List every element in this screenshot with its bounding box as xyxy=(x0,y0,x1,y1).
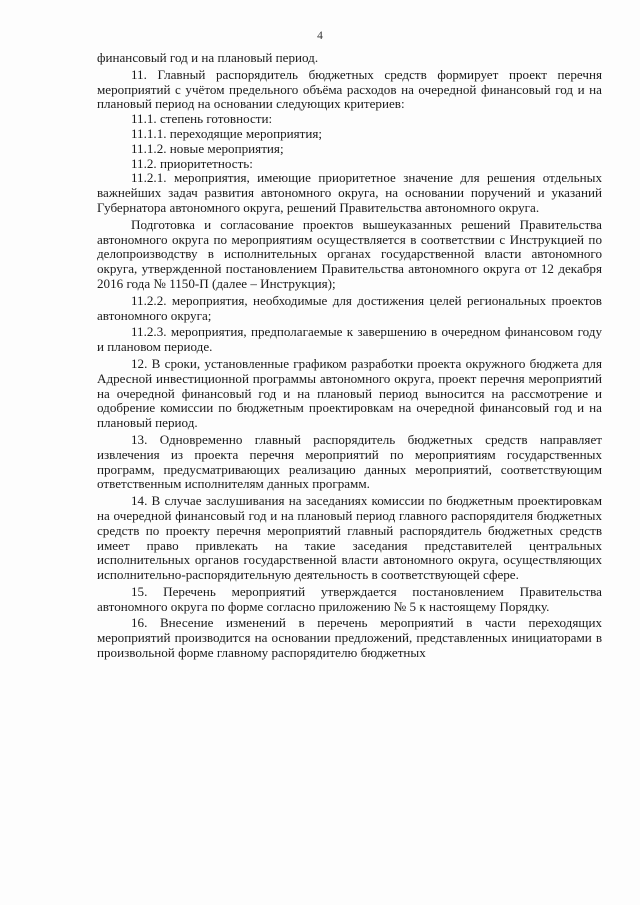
paragraph-13: 13. Одновременно главный распорядитель бюджетных средств направляет извлечения из проекта перечня мероприятий по мероприятиям государственных программ, предусматривающих реализацию данных мероприятий, соответствующим ответственным исполнителям данных программ. xyxy=(97,431,602,492)
paragraph-11: 11. Главный распорядитель бюджетных средств формирует проект перечня мероприятий с учётом предельного объёма расходов на очередной финансовый год и на плановый период на основании следующих критериев: xyxy=(97,66,602,112)
paragraph-11-1: 11.1. степень готовности: xyxy=(131,111,273,127)
paragraph-14: 14. В случае заслушивания на заседаниях комиссии по бюджетным проектировкам на очередной финансовый год и на плановый период главного распорядителя бюджетных средств по проекту перечня мероприятий главный распорядитель бюджетных средств имеет право привлекать на такие заседания представителей центральных исполнительных органов государственной власти автономного округа, осуществляющих исполнительно-распорядительную деятельность в соответствующей сфере. xyxy=(97,493,602,583)
paragraph-11-2: 11.2. приоритетность: xyxy=(131,155,253,171)
paragraph-11-1-2: 11.1.2. новые мероприятия; xyxy=(131,140,284,156)
paragraph-15: 15. Перечень мероприятий утверждается постановлением Правительства автономного округа по форме согласно приложению № 5 к настоящему Порядку. xyxy=(97,583,602,614)
page-number: 4 xyxy=(317,30,323,42)
paragraph-16: 16. Внесение изменений в перечень мероприятий в части переходящих мероприятий производится на основании предложений, представленных инициаторами в произвольной форме главному распорядителю бюджетных xyxy=(97,615,602,661)
paragraph-11-2-1: 11.2.1. мероприятия, имеющие приоритетное значение для решения отдельных важнейших задач развития автономного округа, на основании поручений и указаний Губернатора автономного округа, решений Правительства автономного округа. xyxy=(97,170,602,215)
paragraph-11-2-2: 11.2.2. мероприятия, необходимые для достижения целей региональных проектов автономного округа; xyxy=(97,292,602,323)
paragraph-12: 12. В сроки, установленные графиком разработки проекта окружного бюджета для Адресной инвестиционной программы автономного округа, проект перечня мероприятий на очередной финансовый год и на плановый период выносится на рассмотрение и одобрение комиссии по бюджетным проектировкам на очередной финансовый год и на плановый период. xyxy=(97,355,602,431)
document-body xyxy=(97,51,602,661)
paragraph-11-1-1: 11.1.1. переходящие мероприятия; xyxy=(131,125,323,141)
paragraph-preparation: Подготовка и согласование проектов вышеуказанных решений Правительства автономного округа по мероприятиям осуществляется в соответствии с Инструкцией по делопроизводству в исполнительных органах государственной власти автономного округа, утвержденной постановлением Правительства автономного округа от 12 декабря 2016 года № 1150-П (далее – Инструкция); xyxy=(97,216,602,291)
paragraph-11-2-3: 11.2.3. мероприятия, предполагаемые к завершению в очередном финансовом году и плановом периоде. xyxy=(97,324,602,355)
paragraph-continuation: финансовый год и на плановый период. xyxy=(97,50,319,65)
